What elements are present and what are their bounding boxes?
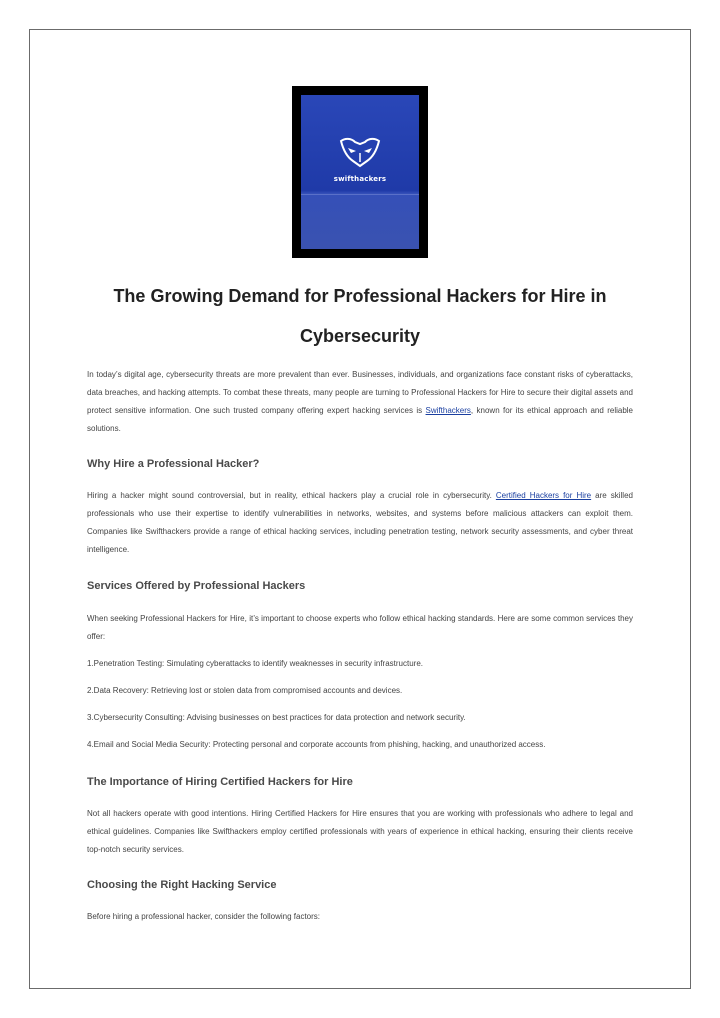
importance-heading: The Importance of Hiring Certified Hackers for Hire [87,776,353,788]
intro-text-before: In today’s digital age, cybersecurity threats are more prevalent than ever. Businesses, individuals, and organizations face constant risks of cyberattacks, data breaches, and hacking attempts. To combat these threats, many people are turning to Professional Hackers for Hire to secure their digital assets and protect sensitive information. One such trusted company offering expert hacking services is [87,370,633,415]
why-hire-heading: Why Hire a Professional Hacker? [87,458,260,470]
intro-text-after: , known for its ethical approach and reliable solutions. [87,406,633,433]
services-intro-paragraph: When seeking Professional Hackers for Hire, it’s important to choose experts who follow ethical hacking standards. Here are some common services they offer: [87,614,633,641]
swifthackers-logo [292,86,428,258]
page-title-line-1: The Growing Demand for Professional Hackers for Hire in [113,286,607,306]
service-item-penetration-testing: 1.Penetration Testing: Simulating cyberattacks to identify weaknesses in security infrastructure. [87,659,424,668]
importance-paragraph: Not all hackers operate with good intentions. Hiring Certified Hackers for Hire ensures that you are working with professionals who adhere to legal and ethical guidelines. Companies like Swifthackers employ certified professionals with years of experience in ethical hacking, ensuring their clients receive top-notch security services. [87,809,633,854]
service-item-email-social-security: 4.Email and Social Media Security: Protecting personal and corporate accounts from phishing, hacking, and unauthorized access. [87,740,546,749]
why-text-before: Hiring a hacker might sound controversial, but in reality, ethical hackers play a crucial role in cybersecurity. [87,491,496,500]
hacker-mask-icon [337,135,383,169]
swifthackers-link[interactable]: Swifthackers [425,406,471,415]
why-hire-paragraph [87,487,633,559]
logo-background [301,95,419,249]
logo-brand-text: swifthackers [333,175,387,183]
services-heading: Services Offered by Professional Hackers [87,580,306,592]
intro-paragraph [87,366,633,438]
service-item-consulting: 3.Cybersecurity Consulting: Advising businesses on best practices for data protection and network security. [87,713,466,722]
service-item-data-recovery: 2.Data Recovery: Retrieving lost or stolen data from compromised accounts and devices. [87,686,403,695]
page-title-line-2: Cybersecurity [299,326,421,346]
certified-hackers-link[interactable]: Certified Hackers for Hire [495,491,592,500]
choosing-paragraph: Before hiring a professional hacker, consider the following factors: [87,912,321,921]
choosing-heading: Choosing the Right Hacking Service [87,879,277,891]
why-text-after: are skilled professionals who use their expertise to identify vulnerabilities in networks, websites, and systems before malicious attackers can exploit them. Companies like Swifthackers provide a range of ethical hacking services, including penetration testing, network security assessments, and cyber threat intelligence. [87,491,633,554]
